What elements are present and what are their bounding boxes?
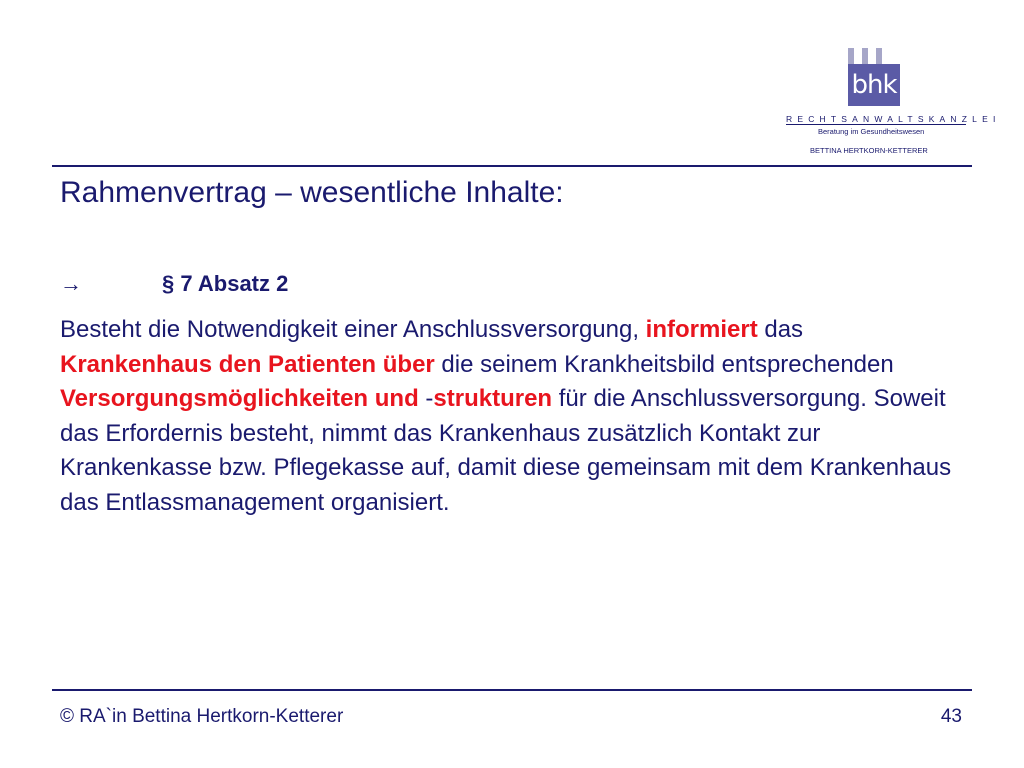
body-segment: die seinem Krankheitsbild entsprechenden — [434, 350, 894, 378]
logo-bar — [876, 48, 882, 64]
body-highlight: strukturen — [433, 385, 553, 412]
logo-person: BETTINA HERTKORN-KETTERER — [810, 146, 928, 155]
body-highlight: informiert — [645, 316, 758, 343]
slide-title: Rahmenvertrag – wesentliche Inhalte: — [60, 176, 564, 209]
header-divider — [52, 165, 972, 167]
logo-bar — [848, 48, 854, 64]
footer-divider — [52, 689, 972, 691]
logo-bar — [862, 48, 868, 64]
body-highlight: Krankenhaus den Patienten über — [60, 350, 435, 378]
logo-rule — [786, 124, 966, 125]
body-segment: für die Anschlussversorgung. Soweit das Erfordernis besteht, nimmt das Krankenhaus zusätzlich Kontakt zur Krankenkasse bzw. Pflegekasse auf, damit diese gemeinsam mit dem Krankenhaus das Entlassmanagement organisiert. — [60, 385, 952, 516]
body-paragraph — [60, 313, 960, 520]
logo-monogram: bhk — [851, 70, 897, 100]
body-segment: Besteht die Notwendigkeit einer Anschlussversorgung, — [60, 316, 646, 343]
section-label: § 7 Absatz 2 — [162, 271, 289, 296]
page-number: 43 — [940, 706, 962, 727]
firm-logo — [780, 42, 1001, 162]
logo-tagline: Beratung im Gesundheitswesen — [818, 127, 925, 136]
body-segment: - — [418, 385, 434, 412]
arrow-icon: → — [60, 271, 82, 296]
logo-mark — [846, 48, 902, 106]
footer-copyright: © RA`in Bettina Hertkorn-Ketterer — [60, 706, 344, 727]
body-segment: das — [757, 316, 804, 343]
body-highlight: Versorgungsmöglichkeiten und — [60, 385, 419, 412]
logo-firm-name: RECHTSANWALTSKANZLEI — [786, 114, 1001, 124]
section-heading — [60, 271, 288, 297]
